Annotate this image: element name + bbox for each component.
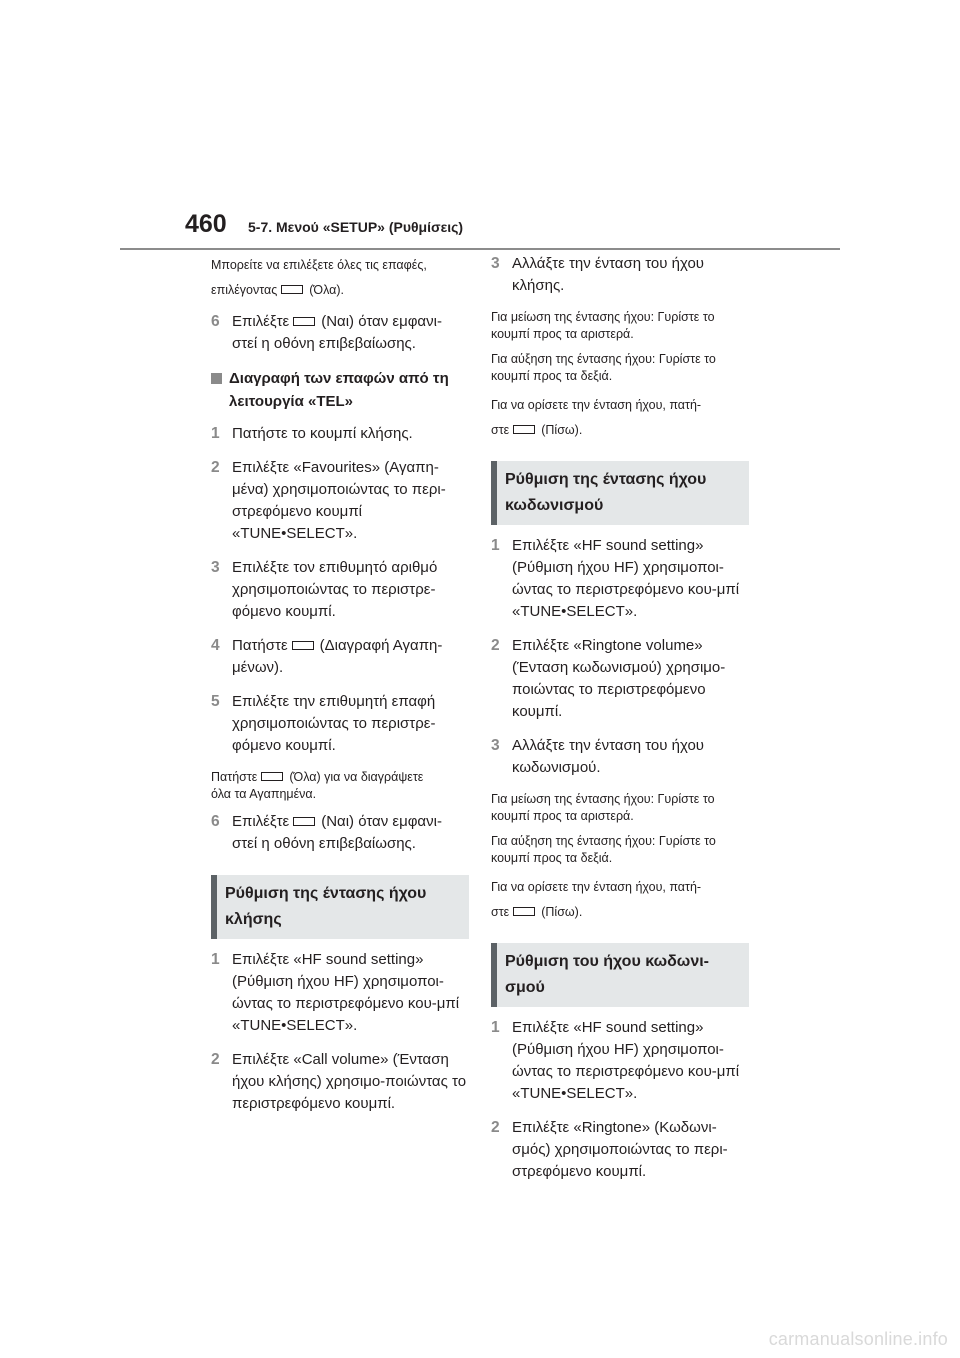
yes-button-icon — [293, 317, 315, 326]
step-2: 2 Επιλέξτε «Ringtone» (Κωδωνι-σμός) χρησιμοποιώντας το περι-στρεφόμενο κουμπί. — [491, 1119, 728, 1180]
intro-note: Μπορείτε να επιλέξετε όλες τις επαφές, επιλέγοντας (Όλα). — [211, 258, 427, 297]
heading-call-volume: Ρύθμιση της έντασης ήχου κλήσης — [211, 875, 469, 939]
square-bullet-icon — [211, 373, 222, 384]
step-2: 2 Επιλέξτε «Favourites» (Αγαπη-μένα) χρησιμοποιώντας το περι-στρεφόμενο κουμπί «TUNE•SELECT». — [211, 459, 446, 542]
step-3: 3 Αλλάξτε την ένταση του ήχου κλήσης. — [491, 255, 705, 294]
back-note: Για να ορίσετε την ένταση ήχου, πατή- στε (Πίσω). — [491, 880, 702, 919]
step-1: 1 Επιλέξτε «HF sound setting» (Ρύθμιση ήχου HF) χρησιμοποι-ώντας το περιστρεφόμενο κου-μπί «TUNE•SELECT». — [491, 537, 740, 620]
left-column — [211, 253, 469, 1127]
watermark: carmanualsonline.info — [768, 1329, 948, 1349]
step-3: 3 Αλλάξτε την ένταση του ήχου κωδωνισμού. — [491, 737, 705, 776]
yes-button-icon — [293, 817, 315, 826]
step-3: 3 Επιλέξτε τον επιθυμητό αριθμό χρησιμοποιώντας το περιστρε-φόμενο κουμπί. — [211, 559, 438, 620]
heading-ringtone-volume: Ρύθμιση της έντασης ήχου κωδωνισμού — [491, 461, 749, 525]
volume-up-note: Για αύξηση της έντασης ήχου: Γυρίστε το κουμπί προς τα δεξιά. — [491, 834, 716, 865]
step-2: 2 Επιλέξτε «Ringtone volume» (Ένταση κωδωνισμού) χρησιμο-ποιώντας το περιστρεφόμενο κουμπί. — [491, 637, 726, 720]
all-button-icon — [281, 285, 303, 294]
subheading-delete-favourites: Διαγραφή των επαφών από τη λειτουργία «TEL» — [211, 367, 469, 413]
step-5: 5 Επιλέξτε την επιθυμητή επαφή χρησιμοποιώντας το περιστρε-φόμενο κουμπί. — [211, 693, 436, 754]
delete-favourites-button-icon — [292, 641, 314, 650]
volume-down-note: Για μείωση της έντασης ήχου: Γυρίστε το κουμπί προς τα αριστερά. — [491, 310, 715, 341]
heading-ringtone: Ρύθμιση του ήχου κωδωνι-σμού — [491, 943, 749, 1007]
section-title: 5-7. Μενού «SETUP» (Ρυθμίσεις) — [248, 219, 464, 235]
step-1: 1 Επιλέξτε «HF sound setting» (Ρύθμιση ήχου HF) χρησιμοποι-ώντας το περιστρεφόμενο κου-μπί «TUNE•SELECT». — [491, 1019, 740, 1102]
volume-up-note: Για αύξηση της έντασης ήχου: Γυρίστε το κουμπί προς τα δεξιά. — [491, 352, 716, 383]
step-2: 2 Επιλέξτε «Call volume» (Ένταση ήχου κλήσης) χρησιμο-ποιώντας το περιστρεφόμενο κουμπί. — [211, 1051, 467, 1112]
back-button-icon — [513, 907, 535, 916]
back-button-icon — [513, 425, 535, 434]
page-header — [120, 208, 840, 250]
right-column — [491, 253, 749, 1195]
step-6-confirm: 6 Επιλέξτε (Ναι) όταν εμφανι- στεί η οθόνη επιβεβαίωσης. — [211, 813, 442, 852]
step-1: 1 Επιλέξτε «HF sound setting» (Ρύθμιση ήχου HF) χρησιμοποι-ώντας το περιστρεφόμενο κου-μπί «TUNE•SELECT». — [211, 951, 460, 1034]
step-6-confirm: 6 Επιλέξτε (Ναι) όταν εμφανι- στεί η οθόνη επιβεβαίωσης. — [211, 313, 442, 352]
step-1: 1 Πατήστε το κουμπί κλήσης. — [211, 425, 413, 442]
all-button-icon — [261, 772, 283, 781]
volume-down-note: Για μείωση της έντασης ήχου: Γυρίστε το κουμπί προς τα αριστερά. — [491, 792, 715, 823]
page-number: 460 — [185, 210, 227, 238]
back-note: Για να ορίσετε την ένταση ήχου, πατή- στε (Πίσω). — [491, 398, 702, 437]
step-4: 4 Πατήστε (Διαγραφή Αγαπη- μένων). — [211, 637, 443, 676]
delete-all-note: Πατήστε (Όλα) για να διαγράψετε όλα τα Αγαπημένα. — [211, 770, 424, 801]
